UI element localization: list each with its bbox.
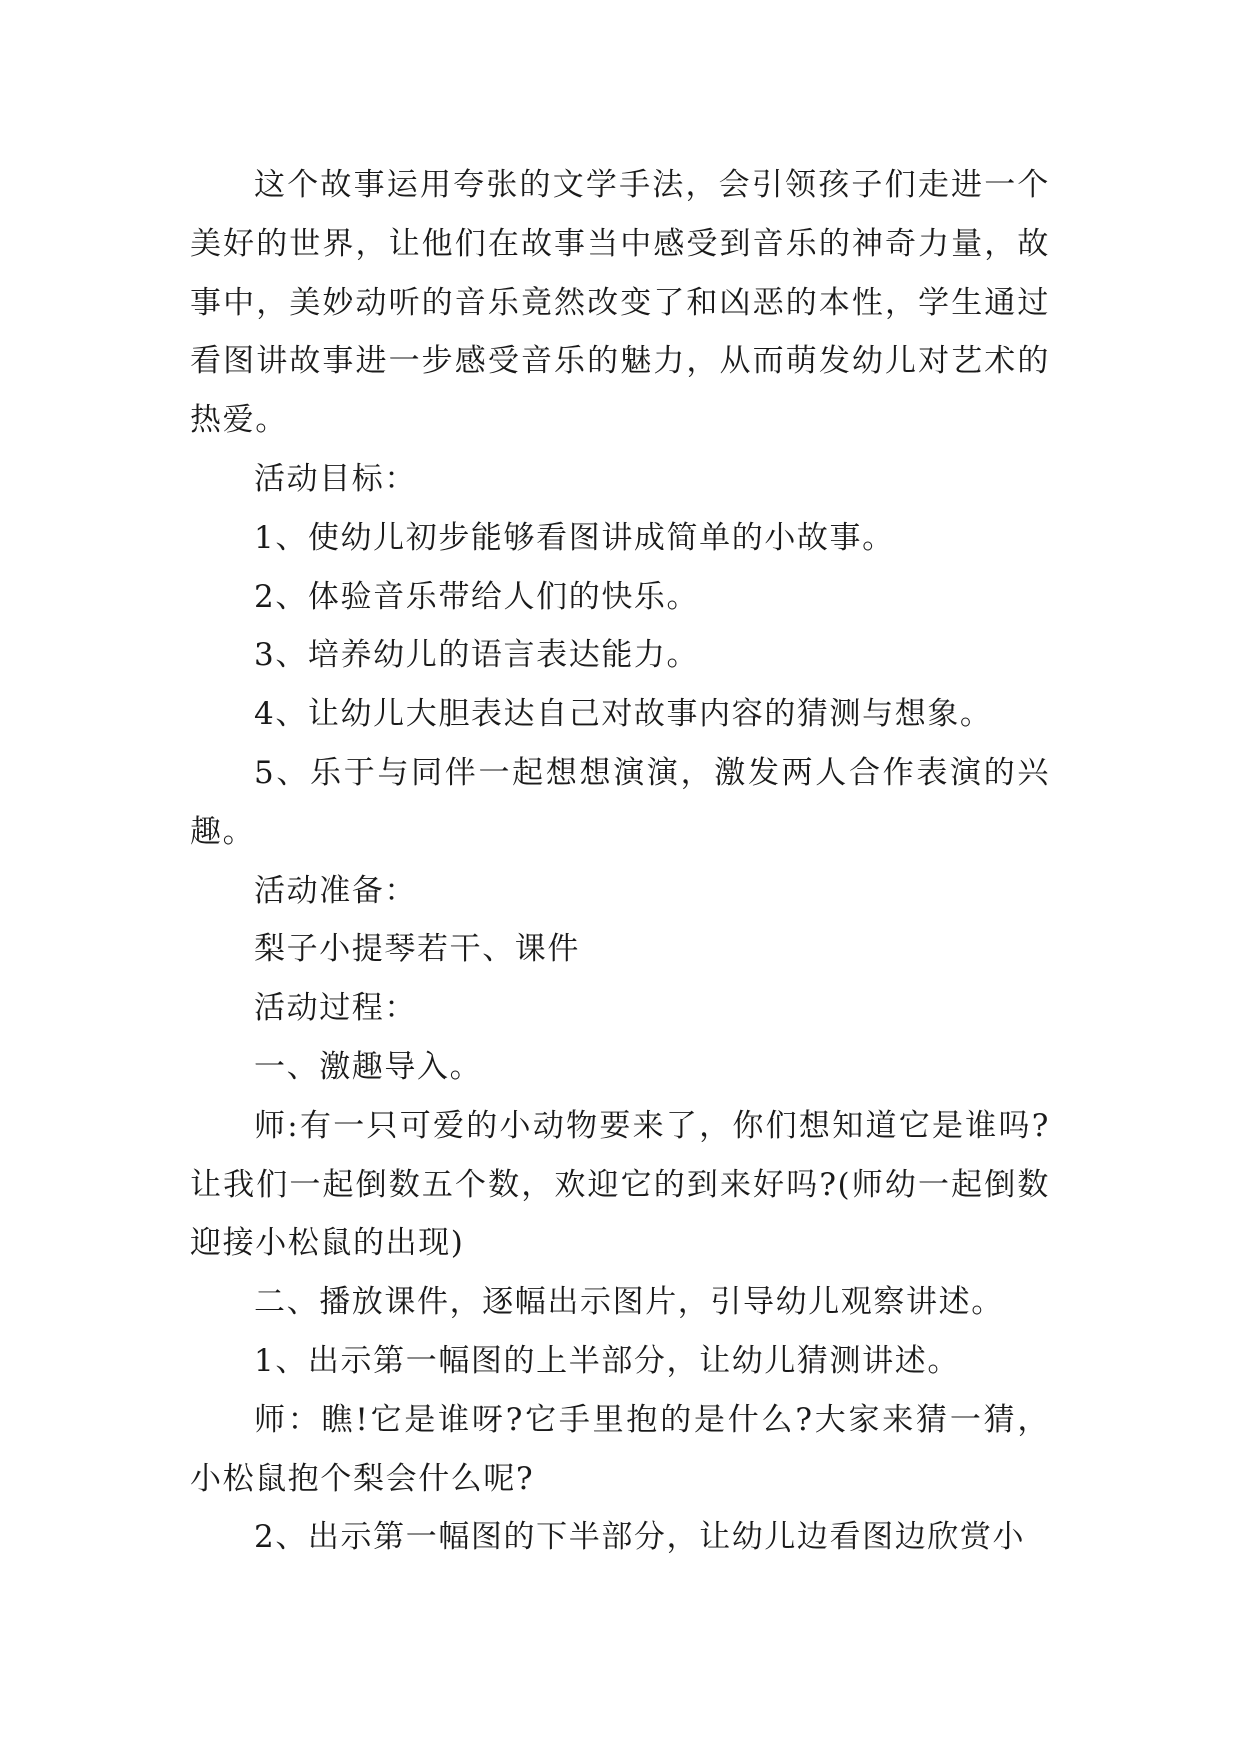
heading-activity-goals: 活动目标： <box>254 460 417 497</box>
goal-item-2: 2、体验音乐带给人们的快乐。 <box>254 578 700 615</box>
process-step-2-title: 二、播放课件，逐幅出示图片，引导幼儿观察讲述。 <box>254 1284 1004 1321</box>
goal-item-1: 1、使幼儿初步能够看图讲成简单的小故事。 <box>254 519 895 556</box>
document-body <box>190 156 1050 1567</box>
substep-2: 2、出示第一幅图的下半部分，让幼儿边看图边欣赏小 <box>254 1519 1026 1556</box>
preparation-materials: 梨子小提琴若干、课件 <box>254 931 580 968</box>
intro-paragraph: 这个故事运用夸张的文学手法，会引领孩子们走进一个美好的世界，让他们在故事当中感受到音乐的神奇力量，故事中，美妙动听的音乐竟然改变了和凶恶的本性，学生通过看图讲故事进一步感受音乐的魅力，从而萌发幼儿对艺术的热爱。 <box>190 167 1050 439</box>
goal-item-4: 4、让幼儿大胆表达自己对故事内容的猜测与想象。 <box>254 696 993 733</box>
goal-item-3: 3、培养幼儿的语言表达能力。 <box>254 637 700 674</box>
heading-activity-preparation: 活动准备： <box>254 872 417 909</box>
teacher-dialogue-1: 师:有一只可爱的小动物要来了，你们想知道它是谁吗?让我们一起倒数五个数，欢迎它的到来好吗?(师幼一起倒数迎接小松鼠的出现) <box>190 1107 1050 1262</box>
teacher-dialogue-2: 师：瞧!它是谁呀?它手里抱的是什么?大家来猜一猜，小松鼠抱个梨会什么呢? <box>190 1401 1050 1497</box>
process-step-1-title: 一、激趣导入。 <box>254 1048 483 1085</box>
substep-1: 1、出示第一幅图的上半部分，让幼儿猜测讲述。 <box>254 1342 960 1379</box>
heading-activity-process: 活动过程： <box>254 990 417 1027</box>
goal-item-5: 5、乐于与同伴一起想想演演，激发两人合作表演的兴趣。 <box>190 754 1050 850</box>
